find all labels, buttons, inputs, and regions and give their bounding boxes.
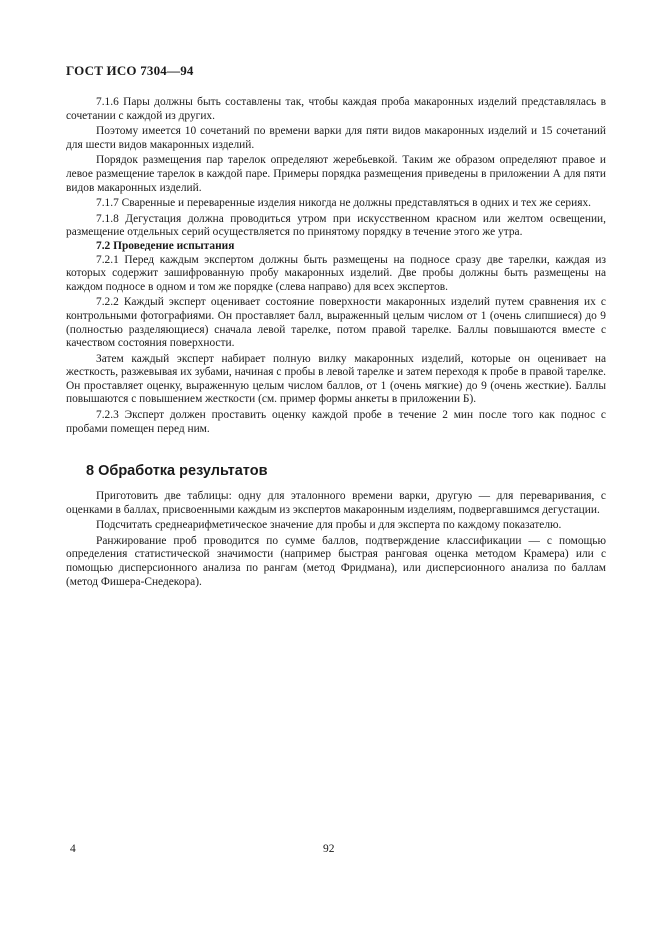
paragraph-mean: Подсчитать среднеарифметическое значение для пробы и для эксперта по каждому показателю. [96, 519, 562, 532]
section-7-body [66, 96, 606, 438]
paragraph-7-1-7: 7.1.7 Сваренные и переваренные изделия никогда не должны представляться в одних и тех же сериях. [96, 197, 592, 210]
paragraph-ranking: Ранжирование проб проводится по сумме баллов, подтверждение классификации — с помощью определения статистической значимости (например быстрая ранговая оценка методом Крамера) или с помощью дисперсионного анализа по рангам (метод Фридмана), или дисперсионного анализа по баллам (метод Фишера-Снедекора). [66, 534, 606, 588]
paragraph-7-2-2: 7.2.2 Каждый эксперт оценивает состояние поверхности макаронных изделий путем сравнения их с контрольными фотографиями. Он проставляет балл, выраженный целым числом от 1 (очень слипшиеся) до 9 (полностью разделяющиеся) сначала левой тарелке, потом правой тарелке. Баллы повышаются вместе с качеством состояния поверхности. [66, 296, 606, 350]
subheading-7-2: 7.2 Проведение испытания [96, 239, 235, 252]
paragraph-7-2-1: 7.2.1 Перед каждым экспертом должны быть размещены на подносе сразу две тарелки, каждая из которых содержит зашифрованную пробу макаронных изделий. Две пробы должны быть размещены на каждом подносе в одном и том же порядке (слева направо) для всех экспертов. [66, 253, 606, 293]
paragraph-plate-order: Порядок размещения пар тарелок определяют жеребьевкой. Таким же образом определяют правое и левое размещение тарелок в каждой паре. Примеры порядка размещения приведены в приложении А для пяти видов макаронных изделий. [66, 154, 606, 194]
paragraph-7-1-6: 7.1.6 Пары должны быть составлены так, чтобы каждая проба макаронных изделий представлялась в сочетании с каждой из других. [66, 96, 606, 122]
paragraph-hardness: Затем каждый эксперт набирает полную вилку макаронных изделий, которые он оценивает на жесткость, разжевывая их зубами, начиная с пробы в левой тарелке и затем переходя к пробе в правой тарелке. Он проставляет оценку, выраженную целым числом баллов, от 1 (очень мягкие) до 9 (очень жесткие). Баллы повышаются с повышением жесткости (см. пример формы анкеты в приложении Б). [66, 352, 606, 406]
paragraph-7-2-3: 7.2.3 Эксперт должен проставить оценку каждой пробе в течение 2 мин после того как поднос с пробами помещен перед ним. [66, 409, 606, 435]
paragraph-combinations: Поэтому имеется 10 сочетаний по времени варки для пяти видов макаронных изделий и 15 сочетаний для шести видов макаронных изделий. [66, 125, 606, 151]
document-header: ГОСТ ИСО 7304—94 [66, 63, 194, 78]
paragraph-7-1-8: 7.1.8 Дегустация должна проводиться утром при искусственном красном или желтом освещении, размещение отдельных серий осуществляется по принятому порядку в течение этого же утра. [66, 212, 606, 239]
section-8-title: 8 Обработка результатов [86, 463, 268, 479]
page-number: 92 [323, 843, 335, 855]
section-8-body [66, 462, 606, 591]
paragraph-tables: Приготовить две таблицы: одну для эталонного времени варки, другую — для переваривания, с оценками в баллах, присвоенными каждым из экспертов макаронным изделиям, подвергавшимся дегустации. [66, 490, 606, 516]
footer-left-number: 4 [70, 843, 76, 855]
